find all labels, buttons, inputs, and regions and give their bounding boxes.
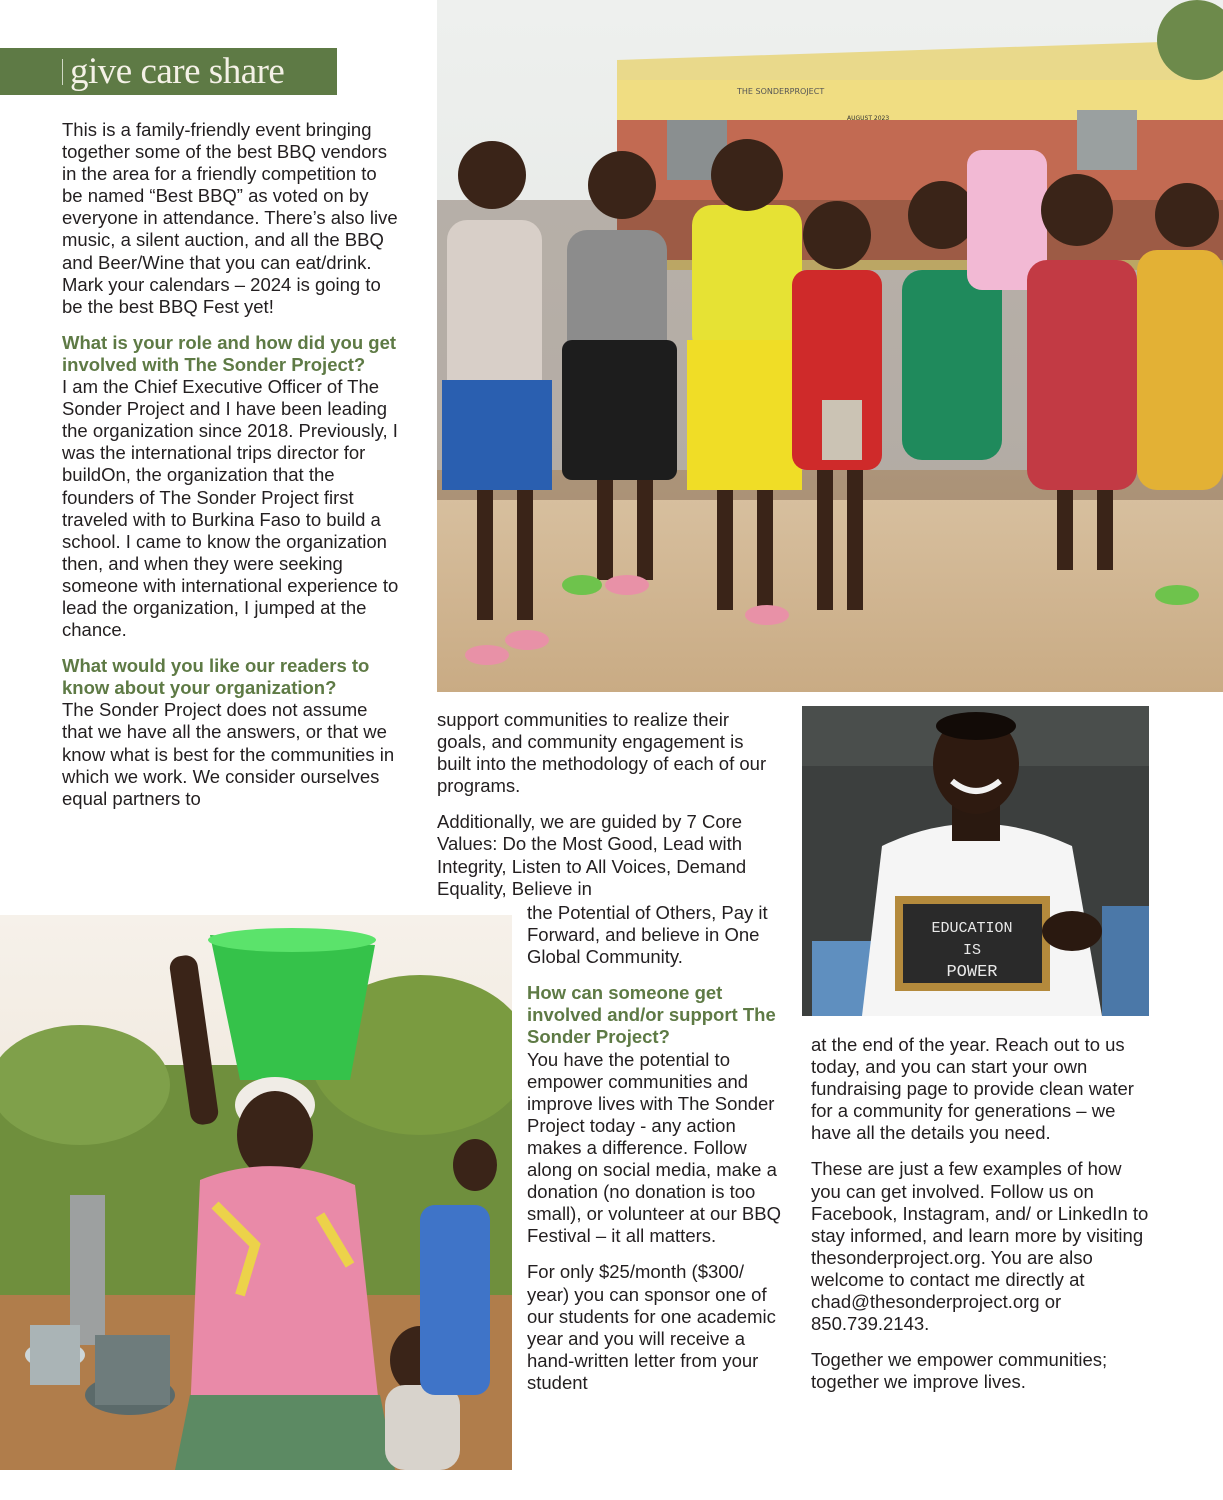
- column-3: [811, 1034, 1151, 1393]
- answer-role: I am the Chief Executive Officer of The Sonder Project and I have been leading the organization since 2018. Previously, I was the international trips director for buildOn, the organization that the founders of The Sonder Project first traveled with to Burkina Faso to build a school. I came to know the organization then, and when they were seeking someone with international experience to lead the organization, I jumped at the chance.: [62, 376, 399, 641]
- column-2-top: [437, 709, 782, 900]
- closing-paragraph: Together we empower communities; together we improve lives.: [811, 1349, 1108, 1393]
- column-1: [62, 119, 402, 810]
- banner-divider: [62, 59, 63, 85]
- question-organization: What would you like our readers to know about your organization?: [62, 655, 370, 699]
- sponsorship-paragraph: For only $25/month ($300/ year) you can sponsor one of our students for one academic year and you will receive a hand-written letter from your student: [527, 1261, 776, 1393]
- children-jumping-photo: [437, 0, 1223, 692]
- core-values-paragraph-start: Additionally, we are guided by 7 Core Values: Do the Most Good, Lead with Integrity, Listen to All Voices, Demand Equality, Believe in: [437, 811, 747, 899]
- building-date: AUGUST 2023: [847, 115, 890, 122]
- chalkboard-line-1: EDUCATION: [931, 920, 1013, 937]
- answer-get-involved: You have the potential to empower communities and improve lives with The Sonder Project today - any action makes a difference. Follow along on social media, make a donation (no donation is too small), or volunteer at our BBQ Festival – it all matters.: [527, 1048, 781, 1247]
- community-paragraph: support communities to realize their goals, and community engagement is built into the methodology of each of our programs.: [437, 709, 767, 797]
- follow-paragraph: These are just a few examples of how you can get involved. Follow us on Facebook, Instagram, and/ or LinkedIn to stay informed, and learn more by visiting thesonderproject.org. You are also welcome to contact me directly at chad@thesonderproject.org or 850.739.2143.: [811, 1158, 1149, 1335]
- teacher-chalkboard-photo: [802, 706, 1149, 1016]
- woman-water-bucket-photo: [0, 915, 512, 1470]
- fundraising-paragraph: at the end of the year. Reach out to us today, and you can start your own fundraising page to provide clean water for a community for generations – we have all the details you need.: [811, 1034, 1134, 1144]
- column-2-bottom: [527, 902, 782, 1394]
- chalkboard-line-3: POWER: [946, 963, 998, 982]
- building-sign: THE SONDERPROJECT: [737, 87, 825, 96]
- answer-organization: The Sonder Project does not assume that we have all the answers, or that we know what is best for the communities in which we work. We consider ourselves equal partners to: [62, 699, 395, 809]
- core-values-paragraph-end: the Potential of Others, Pay it Forward, and believe in One Global Community.: [527, 902, 768, 968]
- question-get-involved: How can someone get involved and/or support The Sonder Project?: [527, 982, 776, 1048]
- question-role: What is your role and how did you get involved with The Sonder Project?: [62, 331, 397, 375]
- section-banner: [0, 48, 337, 95]
- section-label: give care share: [70, 51, 285, 92]
- intro-paragraph: This is a family-friendly event bringing together some of the best BBQ vendors in the area for a friendly competition to be named “Best BBQ” as voted on by everyone in attendance. There’s also live music, a silent auction, and all the BBQ and Beer/Wine that you can eat/drink. Mark your calendars – 2024 is going to be the best BBQ Fest yet!: [62, 119, 398, 317]
- chalkboard-line-2: IS: [962, 942, 982, 959]
